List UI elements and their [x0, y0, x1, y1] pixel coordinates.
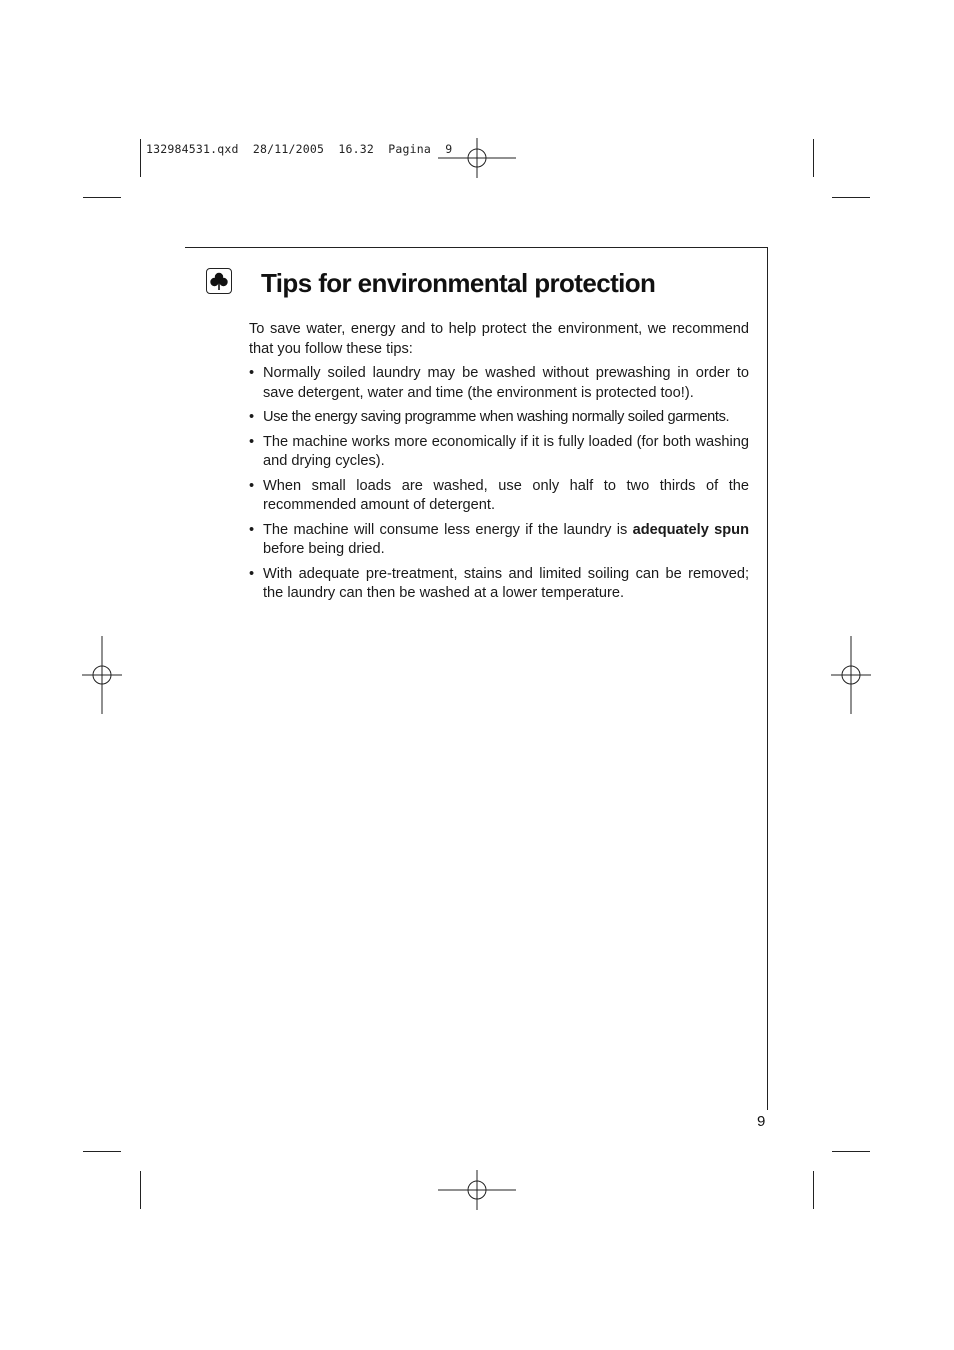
tip-text-emphasis: adequately spun — [632, 521, 749, 538]
tip-text: When small loads are washed, use only half to two thirds of the recommended amount of detergent. — [263, 477, 749, 513]
bullet: • — [249, 433, 255, 450]
crop-mark — [140, 1171, 141, 1209]
page-title: Tips for environmental protection — [261, 268, 656, 298]
registration-mark-icon — [82, 636, 122, 714]
crop-mark — [813, 1171, 814, 1209]
bullet: • — [249, 365, 255, 381]
registration-mark-icon — [831, 636, 871, 714]
bullet: • — [249, 409, 255, 425]
crop-mark — [83, 1151, 121, 1152]
list-item — [249, 477, 749, 516]
tips-content — [249, 320, 749, 609]
tips-list — [249, 364, 749, 604]
tip-text-after: before being dried. — [263, 541, 385, 557]
bullet: • — [249, 521, 255, 538]
tip-text: Use the energy saving programme when washing normally soiled garments. — [263, 409, 730, 425]
intro-paragraph: To save water, energy and to help protect the environment, we recommend that you follow these tips: — [249, 321, 749, 357]
crop-mark — [83, 197, 121, 198]
page-number: 9 — [757, 1113, 766, 1130]
list-item — [249, 408, 749, 428]
list-item — [249, 521, 749, 560]
page-frame-right-rule — [767, 247, 768, 1110]
page-frame-top-rule — [185, 247, 768, 248]
bullet: • — [249, 477, 255, 494]
crop-mark — [832, 1151, 870, 1152]
list-item — [249, 565, 749, 604]
print-slug: 132984531.qxd 28/11/2005 16.32 Pagina 9 — [146, 142, 453, 156]
tip-text: Normally soiled laundry may be washed without prewashing in order to save detergent, water and time (the environment is protected too!). — [263, 365, 749, 401]
tip-text: With adequate pre-treatment, stains and limited soiling can be removed; the laundry can then be washed at a lower temperature. — [263, 565, 749, 601]
registration-mark-icon — [438, 1170, 516, 1210]
registration-mark-icon — [438, 138, 516, 178]
list-item — [249, 364, 749, 403]
crop-mark — [832, 197, 870, 198]
crop-mark — [813, 139, 814, 177]
tip-text: The machine works more economically if it is fully loaded (for both washing and drying cycles). — [263, 433, 749, 469]
clover-icon — [206, 268, 232, 294]
tip-text-before: The machine will consume less energy if the laundry is — [263, 521, 633, 538]
list-item — [249, 433, 749, 472]
crop-mark — [140, 139, 141, 177]
bullet: • — [249, 565, 255, 582]
